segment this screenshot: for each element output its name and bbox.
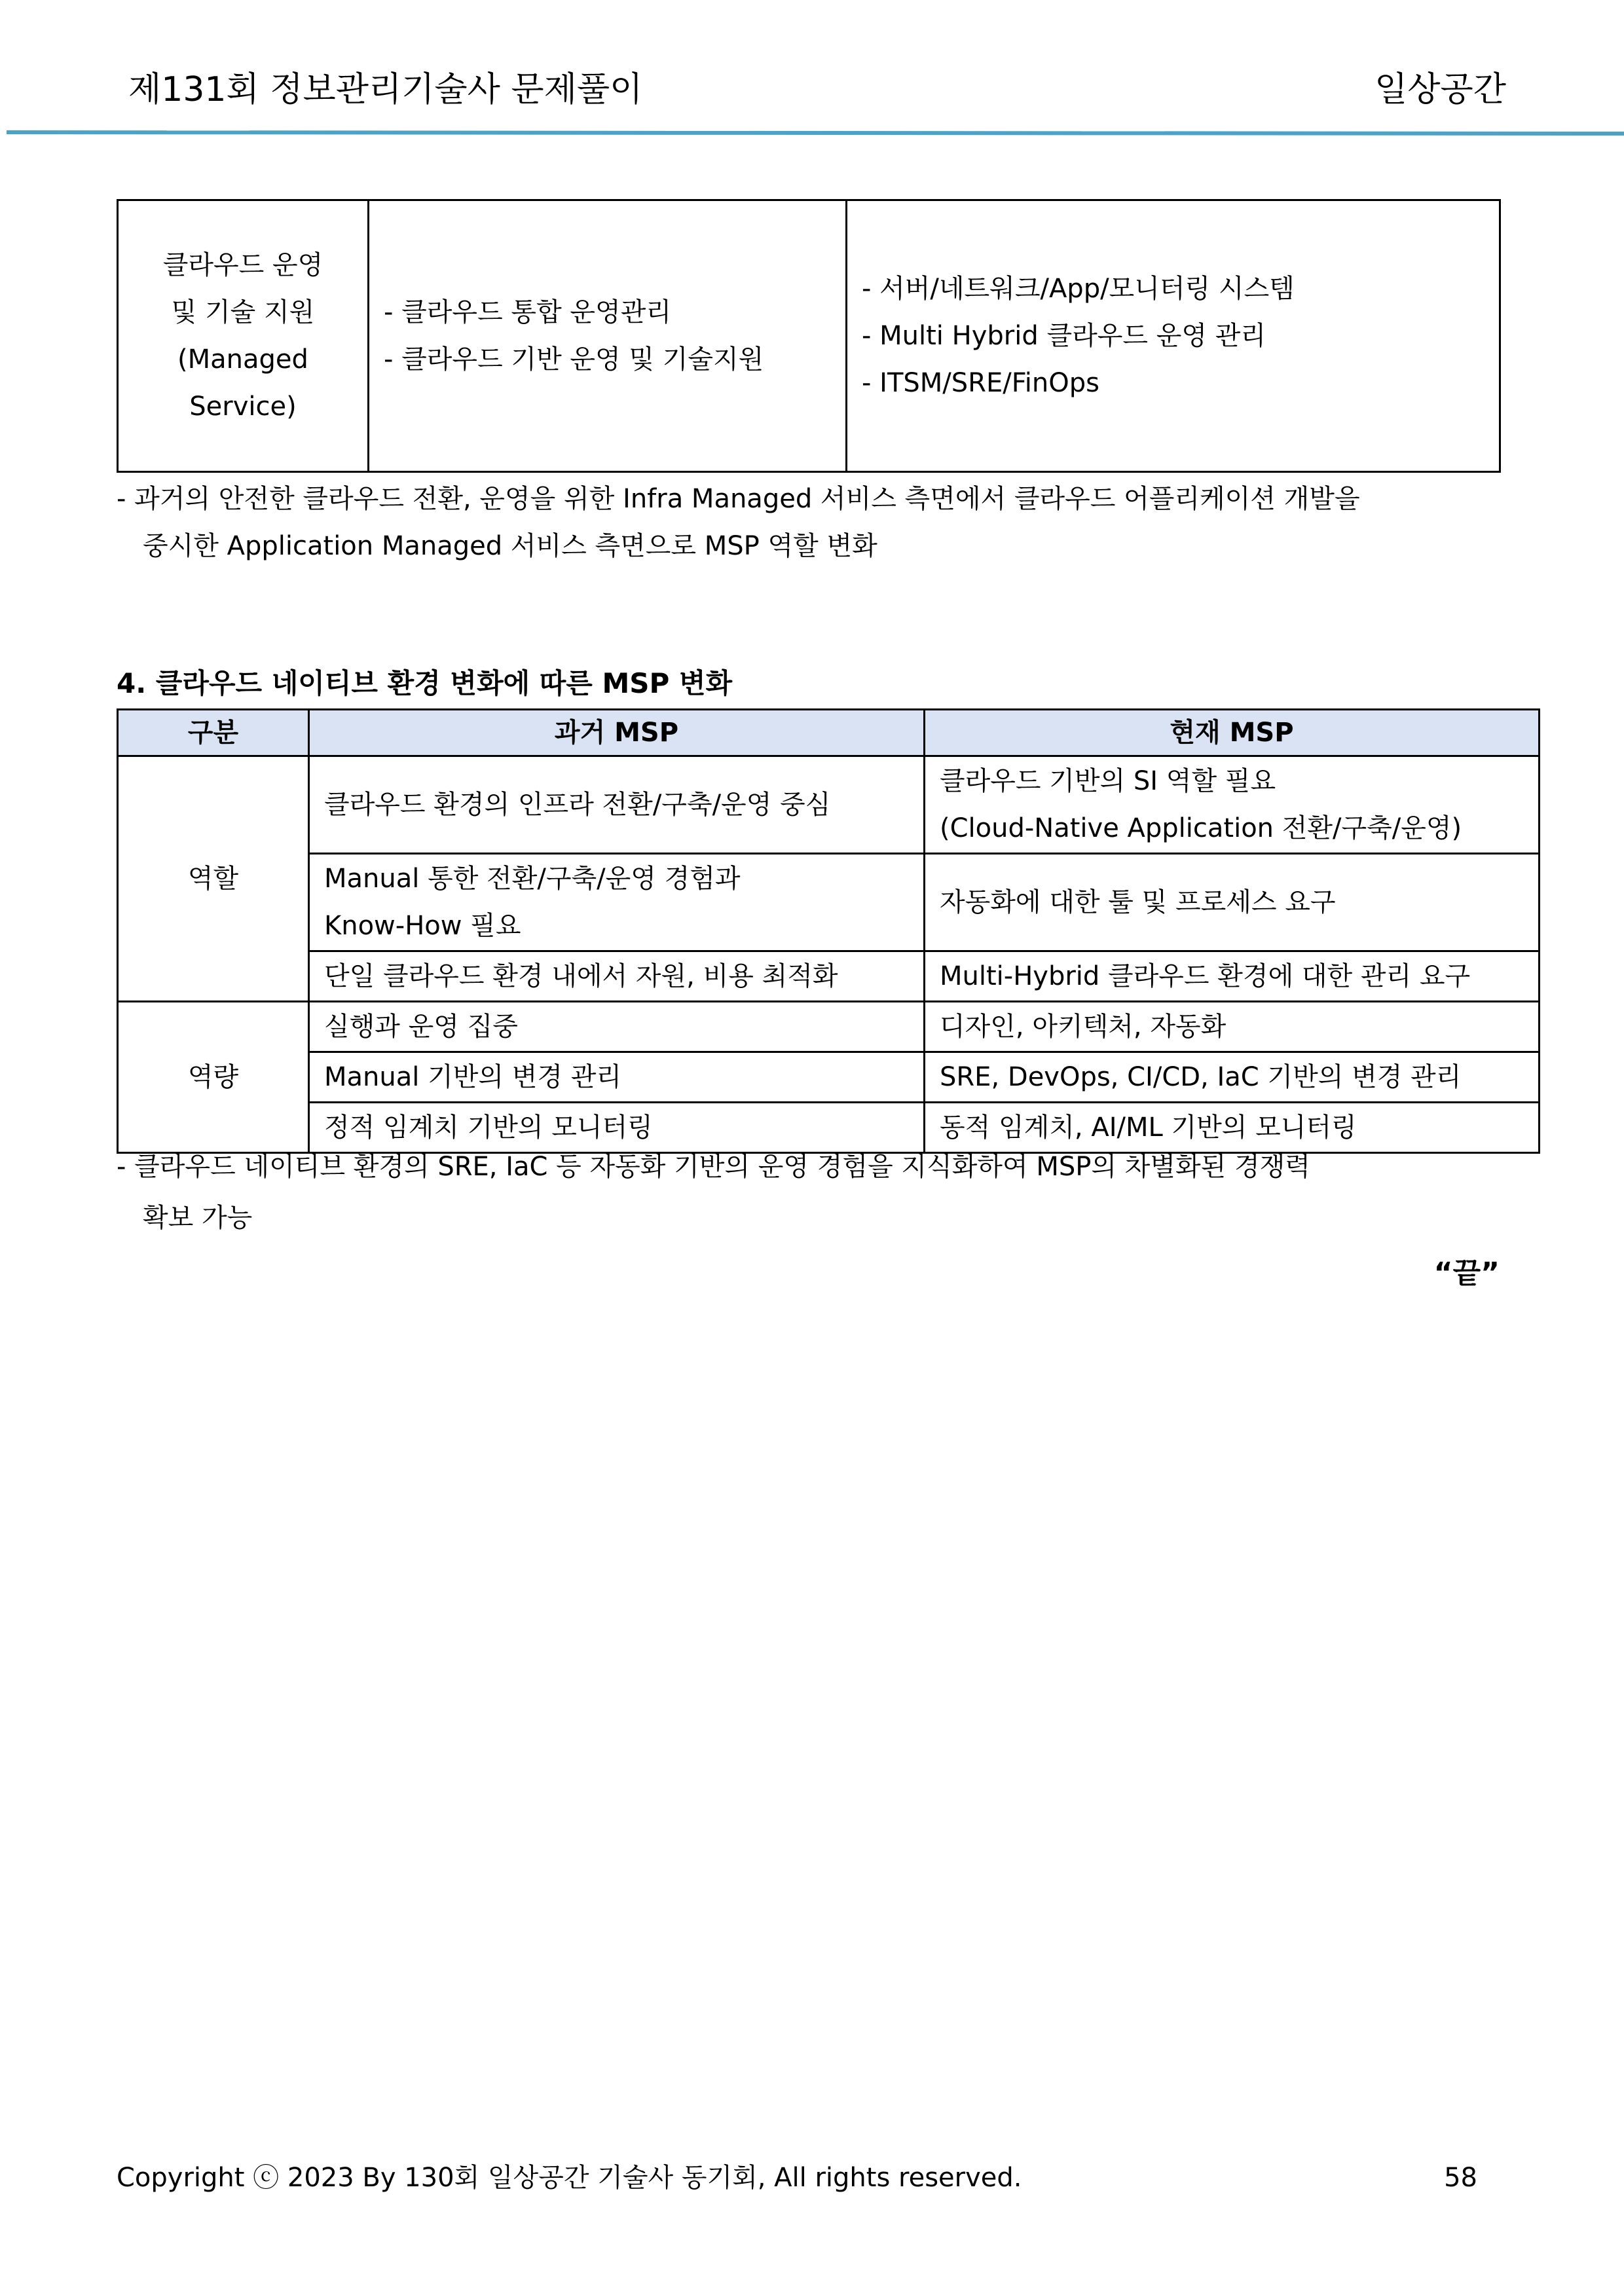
current-msp-cell: 디자인, 아키텍처, 자동화 [925,1002,1540,1052]
past-msp-cell: 정적 임계치 기반의 모니터링 [309,1103,925,1153]
table-row [118,854,1540,951]
example-item: - 서버/네트워크/App/모니터링 시스템 [862,274,1295,304]
column-header: 구분 [118,710,309,756]
example-cell [847,200,1500,472]
service-cell [369,200,847,472]
category-line: 및 기술 지원 [171,297,315,327]
cell-line: Manual 통한 전환/구축/운영 경험과 [324,864,741,894]
service-item: - 클라우드 기반 운영 및 기술지원 [384,344,764,375]
example-item: - ITSM/SRE/FinOps [862,368,1099,398]
table-row [118,1052,1540,1103]
current-msp-cell: 동적 임계치, AI/ML 기반의 모니터링 [925,1103,1540,1153]
past-msp-cell: 실행과 운영 집중 [309,1002,925,1052]
past-msp-cell [309,854,925,951]
cell-line: (Cloud-Native Application 전환/구축/운영) [940,813,1462,843]
current-msp-cell [925,854,1540,951]
header-rule [7,130,1624,136]
category-cell [118,200,369,472]
past-msp-cell: Manual 기반의 변경 관리 [309,1052,925,1103]
document-title: 제131회 정보관리기술사 문제풀이 [128,70,643,109]
msp-change-table [117,708,1540,1154]
page-number: 58 [1444,2163,1477,2193]
category-line: (Managed [177,344,308,375]
cell-line: Know-How 필요 [324,911,521,941]
current-msp-cell [925,756,1540,854]
end-mark: “끝” [1433,1257,1500,1290]
current-msp-cell: Multi-Hybrid 클라우드 환경에 대한 관리 요구 [925,951,1540,1002]
note-line: 확보 가능 [143,1203,253,1233]
section-title: 4. 클라우드 네이티브 환경 변화에 따른 MSP 변화 [117,667,733,699]
category-line: 클라우드 운영 [162,250,323,280]
cell-line: 클라우드 환경의 인프라 전환/구축/운영 중심 [324,790,831,820]
cell-line: 클라우드 기반의 SI 역할 필요 [940,766,1276,796]
summary-note [117,475,1360,570]
note-line: - 클라우드 네이티브 환경의 SRE, IaC 등 자동화 기반의 운영 경험을 지식화하여 MSP의 차별화된 경쟁력 [117,1152,1310,1182]
managed-service-table [117,199,1501,473]
column-header: 과거 MSP [309,710,925,756]
table-row [118,756,1540,854]
header-rule-line [7,132,1624,134]
row-group-label: 역량 [118,1002,309,1153]
category-line: Service) [189,392,297,422]
current-msp-cell: SRE, DevOps, CI/CD, IaC 기반의 변경 관리 [925,1052,1540,1103]
note-line: 중시한 Application Managed 서비스 측면으로 MSP 역할 변화 [143,531,877,561]
table-row [118,200,1500,472]
table-header-row [118,710,1540,756]
cell-line: 자동화에 대한 툴 및 프로세스 요구 [940,887,1336,917]
copyright-notice: Copyright ⓒ 2023 By 130회 일상공간 기술사 동기회, All rights reserved. [117,2163,1022,2193]
past-msp-cell [309,756,925,854]
service-item: - 클라우드 통합 운영관리 [384,297,671,327]
table-row [118,951,1540,1002]
column-header: 현재 MSP [925,710,1540,756]
past-msp-cell: 단일 클라우드 환경 내에서 자원, 비용 최적화 [309,951,925,1002]
example-item: - Multi Hybrid 클라우드 운영 관리 [862,321,1266,351]
row-group-label: 역할 [118,756,309,1002]
conclusion-note [117,1143,1310,1241]
table-row [118,1002,1540,1052]
note-line: - 과거의 안전한 클라우드 전환, 운영을 위한 Infra Managed 서비스 측면에서 클라우드 어플리케이션 개발을 [117,484,1360,514]
brand-name: 일상공간 [1375,70,1506,109]
